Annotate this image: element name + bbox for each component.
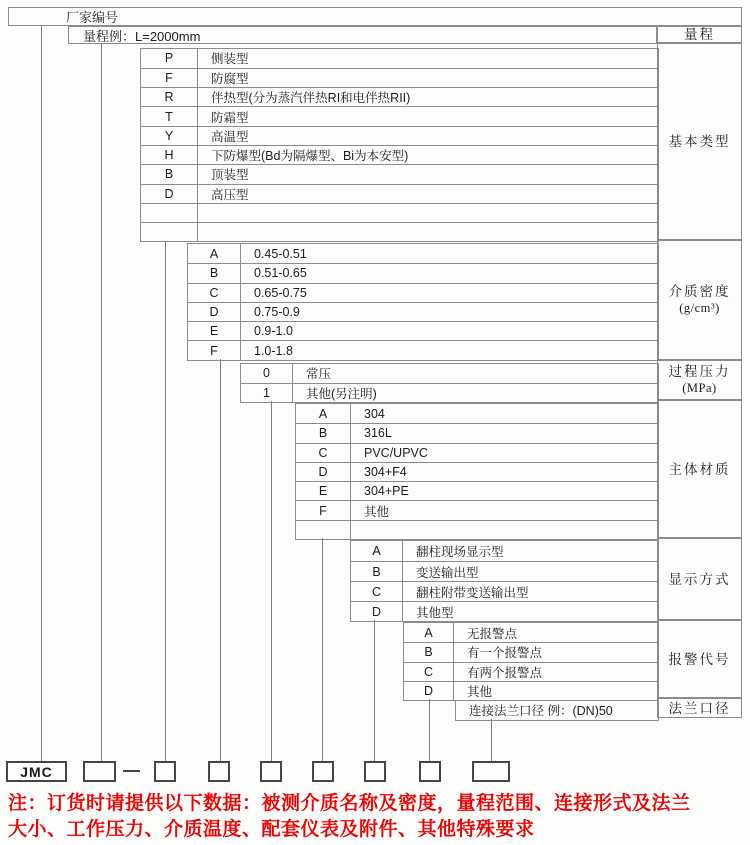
option-row	[404, 623, 658, 642]
option-desc: 高压型	[211, 187, 249, 202]
option-code: E	[188, 322, 241, 340]
option-desc: 防霜型	[211, 110, 249, 125]
section-label-text: 报警代号	[668, 651, 731, 667]
option-desc: 0.75-0.9	[254, 305, 300, 320]
option-desc	[198, 204, 658, 222]
option-desc: 翻柱现场显示型	[416, 545, 504, 559]
option-desc	[198, 223, 658, 241]
option-row	[241, 364, 658, 383]
option-row	[404, 642, 658, 661]
option-code: D	[296, 463, 351, 481]
option-desc: 304+PE	[364, 484, 409, 499]
option-row	[141, 164, 658, 183]
option-row	[241, 383, 658, 402]
code-box-alarm-code	[419, 761, 441, 782]
section-label-medium-density	[657, 240, 742, 360]
option-desc: 有一个报警点	[467, 646, 543, 661]
option-desc: 其他	[364, 504, 390, 519]
section-unit-text: (MPa)	[682, 381, 717, 395]
option-desc: 顶装型	[211, 168, 249, 183]
section-label-text: 量程	[684, 27, 715, 42]
section-label-text: 基本类型	[668, 134, 731, 149]
option-desc: 316L	[364, 426, 392, 441]
option-desc: 常压	[306, 367, 332, 382]
option-code: A	[296, 404, 351, 423]
option-desc: 下防爆型(Bd为隔爆型、Bi为本安型)	[211, 149, 409, 164]
option-desc: 其他(另注明)	[306, 386, 377, 401]
section-label-process-pressure	[657, 360, 742, 400]
option-row	[141, 68, 658, 87]
option-desc: PVC/UPVC	[364, 445, 428, 460]
ordering-note	[8, 791, 748, 842]
option-desc: 其他型	[416, 605, 454, 620]
option-code: B	[141, 165, 198, 183]
option-row	[188, 302, 658, 321]
section-label-basic-type	[657, 43, 742, 240]
option-row	[351, 561, 658, 581]
option-row	[188, 283, 658, 302]
option-row	[296, 500, 658, 519]
option-code: C	[404, 663, 454, 681]
option-code: P	[141, 49, 198, 68]
option-code: B	[296, 424, 351, 442]
option-row	[141, 222, 658, 241]
connector-line	[271, 401, 272, 761]
option-code: D	[188, 303, 241, 321]
options-table-medium-density	[187, 243, 659, 361]
option-desc: 伴热型(分为蒸汽伴热RI和电伴热RII)	[211, 91, 411, 106]
option-desc: 0.51-0.65	[254, 266, 307, 281]
section-label-body-material	[657, 400, 742, 538]
section-label-alarm-code	[657, 620, 742, 698]
option-code: E	[296, 482, 351, 500]
connector-line	[322, 538, 323, 761]
ordering-note-line1: 注：订货时请提供以下数据：被测介质名称及密度，量程范围、连接形式及法兰	[8, 793, 691, 814]
option-row	[188, 340, 658, 359]
code-box-flange-size	[472, 761, 510, 782]
code-box-medium-density	[208, 761, 230, 782]
option-row	[404, 681, 658, 700]
option-desc: 有两个报警点	[467, 665, 543, 680]
option-desc: 变送输出型	[416, 565, 479, 580]
code-box-body-material	[312, 761, 334, 782]
option-code: T	[141, 107, 198, 125]
section-label-range	[657, 26, 742, 43]
option-code: A	[188, 244, 241, 263]
option-row	[141, 106, 658, 125]
option-desc: 304+F4	[364, 465, 407, 480]
factory-code-label: 厂家编号	[66, 10, 119, 25]
option-code: R	[141, 88, 198, 106]
option-row	[296, 404, 658, 423]
option-row	[296, 462, 658, 481]
option-desc: 0.9-1.0	[254, 324, 293, 339]
option-row	[296, 423, 658, 442]
option-code: D	[141, 185, 198, 203]
option-code: 1	[241, 384, 293, 402]
option-row	[141, 126, 658, 145]
option-code: F	[141, 69, 198, 87]
factory-code-box	[8, 7, 742, 26]
option-code: A	[351, 541, 403, 561]
option-row	[141, 184, 658, 203]
option-row	[296, 481, 658, 500]
option-desc: 0.45-0.51	[254, 246, 307, 261]
option-row	[188, 244, 658, 263]
connector-line	[429, 699, 430, 761]
option-code	[141, 204, 198, 222]
section-label-text: 法兰口径	[668, 700, 731, 716]
code-box-process-pressure	[260, 761, 282, 782]
option-code: A	[404, 623, 454, 642]
option-row	[351, 581, 658, 601]
section-label-text: 主体材质	[668, 461, 731, 477]
options-table-basic-type	[140, 48, 659, 243]
options-table-body-material	[295, 403, 659, 540]
option-desc: 其他	[467, 685, 493, 700]
option-code: B	[188, 264, 241, 282]
section-label-text: 过程压力	[668, 364, 731, 379]
connector-line	[101, 43, 102, 761]
range-example-row	[68, 26, 657, 44]
option-row	[456, 701, 658, 720]
connector-line	[165, 241, 166, 762]
option-row	[141, 203, 658, 222]
section-label-display-mode	[657, 538, 742, 620]
option-desc: 翻柱附带变送输出型	[416, 585, 529, 600]
option-code: B	[404, 643, 454, 661]
model-prefix-box: JMC	[6, 761, 67, 782]
options-table-flange-size	[455, 700, 659, 721]
option-code	[141, 223, 198, 241]
model-code-dash	[123, 770, 140, 772]
section-unit-text: (g/cm³)	[679, 301, 720, 315]
code-box-range	[83, 761, 116, 782]
option-code: F	[188, 341, 241, 359]
option-desc	[351, 521, 658, 539]
options-table-alarm-code	[403, 622, 659, 701]
range-example-label: 量程例：L=2000mm	[83, 28, 201, 44]
option-row	[296, 443, 658, 462]
option-code: H	[141, 146, 198, 164]
option-desc: 1.0-1.8	[254, 343, 293, 358]
option-desc: 连接法兰口径 例：(DN)50	[469, 704, 613, 718]
code-box-basic-type	[154, 761, 176, 782]
connector-line	[374, 620, 375, 761]
option-code: C	[351, 582, 403, 601]
option-row	[188, 263, 658, 282]
option-code: 0	[241, 364, 293, 383]
option-row	[188, 321, 658, 340]
section-label-flange-size	[657, 698, 742, 718]
option-row	[141, 49, 658, 68]
option-code: C	[188, 284, 241, 302]
option-code: Y	[141, 127, 198, 145]
connector-line	[41, 25, 42, 761]
option-code: C	[296, 444, 351, 462]
connector-line	[491, 719, 492, 762]
ordering-note-line2: 大小、工作压力、介质温度、配套仪表及附件、其他特殊要求	[8, 818, 535, 840]
option-row	[404, 662, 658, 681]
option-desc: 无报警点	[467, 626, 518, 641]
option-row	[141, 87, 658, 106]
section-label-text: 介质密度	[668, 284, 731, 299]
option-row	[141, 145, 658, 164]
option-code: F	[296, 501, 351, 519]
options-table-display-mode	[350, 540, 659, 622]
option-desc: 高温型	[211, 129, 249, 144]
options-table-process-pressure	[240, 363, 659, 404]
option-row	[351, 541, 658, 561]
option-desc: 侧装型	[211, 52, 249, 67]
option-row	[296, 520, 658, 539]
option-code: D	[351, 602, 403, 621]
option-row	[351, 601, 658, 621]
option-desc: 304	[364, 406, 385, 421]
connector-line	[220, 359, 221, 761]
option-desc: 防腐型	[211, 71, 249, 86]
option-code: B	[351, 562, 403, 581]
option-desc: 0.65-0.75	[254, 285, 307, 300]
section-label-text: 显示方式	[668, 571, 731, 587]
option-code: D	[404, 682, 454, 700]
code-box-display-mode	[364, 761, 386, 782]
option-code	[296, 521, 351, 539]
